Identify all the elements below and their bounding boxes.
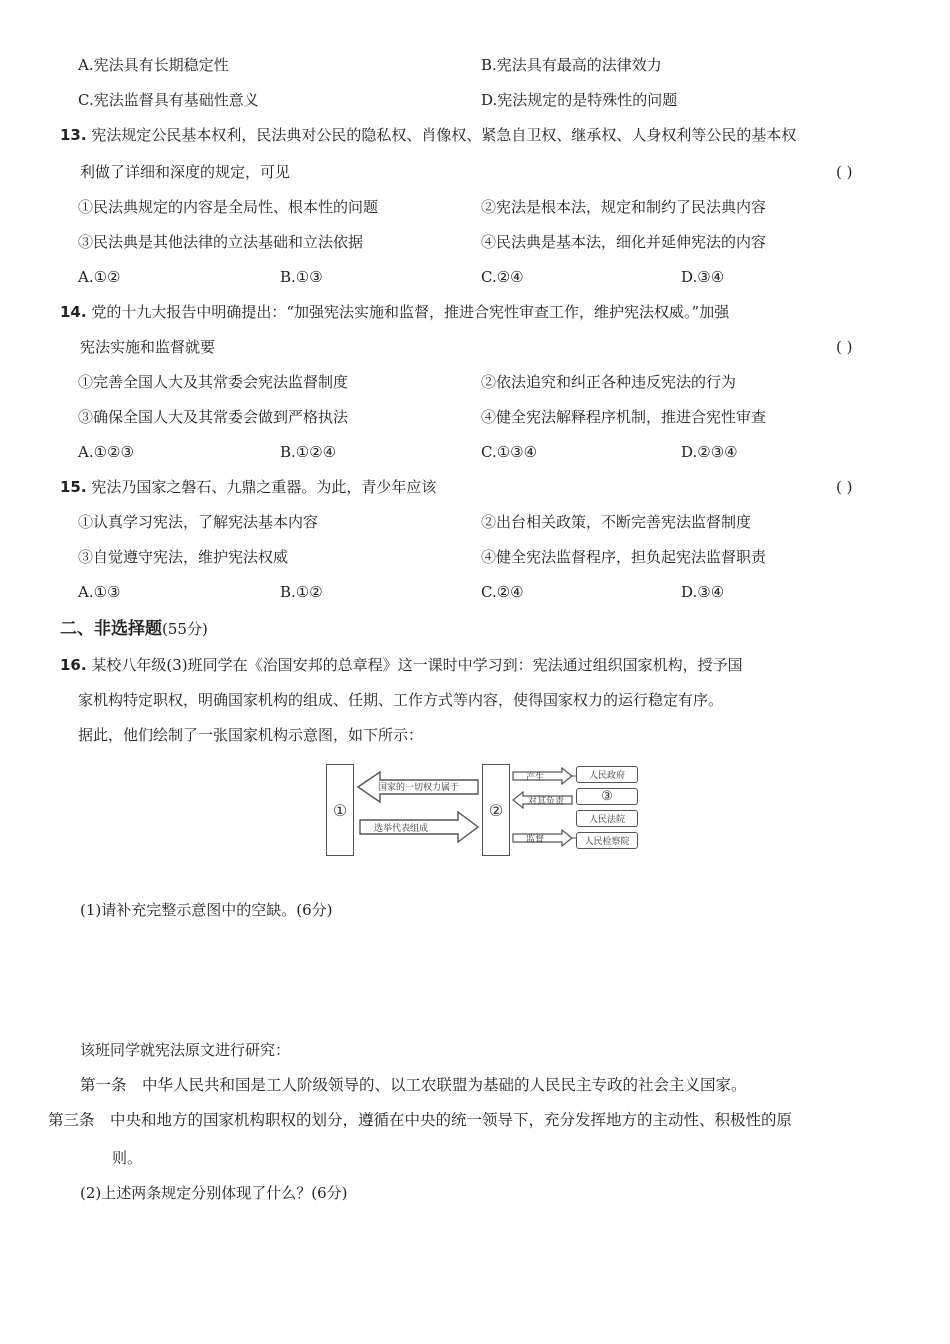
q13-stem-line2: 利做了详细和深度的规定，可见 [80,163,291,181]
box-peoples-procuratorate: 人民检察院 [576,832,638,849]
q14-stem-text: 党的十九大报告中明确提出：“加强宪法实施和监督，推进合宪性审查工作，维护宪法权威。”加强 [91,303,730,321]
constitution-article-3-line1: 第三条 中央和地方的国家机构职权的划分，遵循在中央的统一领导下，充分发挥地方的主动性、积极性的原 [48,1111,793,1129]
q14-option-a: A.①②③ [78,443,134,461]
q15-option-a: A.①③ [78,583,121,601]
q13-statement-3: ③民法典是其他法律的立法基础和立法依据 [78,233,364,251]
q12-option-c: C.宪法监督具有基础性意义 [78,91,259,109]
q13-option-d: D.③④ [681,268,725,286]
q12-option-d: D.宪法规定的是特殊性的问题 [481,91,678,109]
q16-subquestion-2: (2)上述两条规定分别体现了什么？(6分) [80,1184,348,1202]
arrow-label-produce: 产生 [526,773,545,783]
constitution-article-1: 第一条 中华人民共和国是工人阶级领导的、以工农联盟为基础的人民民主专政的社会主义国家。 [80,1076,747,1094]
q13-option-b: B.①③ [280,268,323,286]
q13-statement-1: ①民法典规定的内容是全局性、根本性的问题 [78,198,379,216]
q14-option-d: D.②③④ [681,443,738,461]
diagram-box-1: ① [326,764,354,856]
arrow-label-responsible: 对其负责 [528,797,565,807]
q15-stem-line1 [60,477,436,497]
q15-statement-1: ①认真学习宪法，了解宪法基本内容 [78,513,319,531]
box-blank-3: ③ [576,788,638,805]
q13-number: 13. [60,126,87,144]
section2-title: 二、非选择题 [60,619,162,639]
q13-stem-text: 宪法规定公民基本权利，民法典对公民的隐私权、肖像权、紧急自卫权、继承权、人身权利等公民的基本权 [91,126,797,144]
section2-score: (55分) [162,620,208,638]
q15-stem-text: 宪法乃国家之磐石、九鼎之重器。为此，青少年应该 [91,478,437,496]
q15-option-d: D.③④ [681,583,725,601]
q16-stem-text: 某校八年级(3)班同学在《治国安邦的总章程》这一课时中学习到：宪法通过组织国家机构，授予国 [91,656,743,674]
q12-option-b: B.宪法具有最高的法律效力 [481,56,662,74]
q14-number: 14. [60,303,87,321]
q13-statement-4: ④民法典是基本法，细化并延伸宪法的内容 [481,233,767,251]
state-organ-diagram [322,760,640,858]
constitution-article-3-line2: 则。 [112,1149,143,1167]
q14-answer-paren: ( ) [836,338,853,356]
q15-statement-4: ④健全宪法监督程序，担负起宪法监督职责 [481,548,767,566]
arrow-label-elect: 选举代表组成 [374,824,429,834]
q14-statement-3: ③确保全国人大及其常委会做到严格执法 [78,408,349,426]
q15-statement-2: ②出台相关政策，不断完善宪法监督制度 [481,513,752,531]
q14-statement-1: ①完善全国人大及其常委会宪法监督制度 [78,373,349,391]
q14-option-b: B.①②④ [280,443,337,461]
q16-stem-line2: 家机构特定职权，明确国家机构的组成、任期、工作方式等内容，使得国家权力的运行稳定有序。 [78,691,724,709]
q15-option-b: B.①② [280,583,323,601]
q13-statement-2: ②宪法是根本法，规定和制约了民法典内容 [481,198,767,216]
q14-stem-line2: 宪法实施和监督就要 [80,338,216,356]
q12-option-a: A.宪法具有长期稳定性 [78,56,229,74]
q15-answer-paren: ( ) [836,478,853,496]
q16-stem-line1 [60,655,743,675]
q13-stem-line1 [60,125,796,145]
diagram-box-2: ② [482,764,510,856]
q14-stem-line1 [60,302,729,322]
q14-statement-2: ②依法追究和纠正各种违反宪法的行为 [481,373,737,391]
q15-option-c: C.②④ [481,583,524,601]
box-peoples-court: 人民法院 [576,810,638,827]
q14-statement-4: ④健全宪法解释程序机制，推进合宪性审查 [481,408,767,426]
q15-number: 15. [60,478,87,496]
q16-number: 16. [60,656,87,674]
q13-answer-paren: ( ) [836,163,853,181]
q16-stem-line3: 据此，他们绘制了一张国家机构示意图，如下所示： [78,726,424,744]
q13-option-a: A.①② [78,268,121,286]
arrow-label-power: 国家的一切权力属于 [378,783,460,793]
q16-subquestion-1: (1)请补充完整示意图中的空缺。(6分) [80,901,333,919]
box-peoples-government: 人民政府 [576,766,638,783]
q16-research-intro: 该班同学就宪法原文进行研究： [80,1041,291,1059]
arrow-label-supervise: 监督 [526,835,545,845]
q15-statement-3: ③自觉遵守宪法，维护宪法权威 [78,548,289,566]
q14-option-c: C.①③④ [481,443,538,461]
q13-option-c: C.②④ [481,268,524,286]
section2-heading [60,617,208,641]
